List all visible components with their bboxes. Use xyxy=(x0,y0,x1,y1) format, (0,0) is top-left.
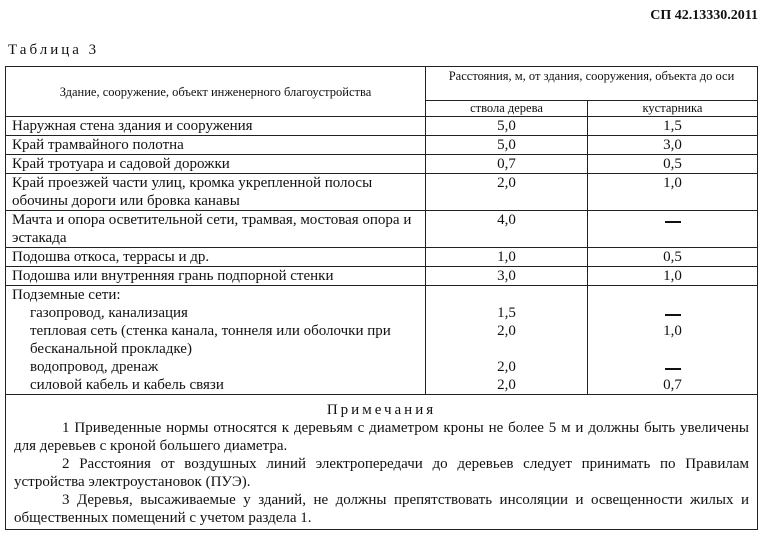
row-shrub-value: 1,0 xyxy=(588,267,758,286)
document-code: СП 42.13330.2011 xyxy=(650,8,758,23)
underground-item-name: тепловая сеть (стенка канала, тоннеля или оболочки при бесканальной прокладке) xyxy=(30,323,391,357)
table-row xyxy=(6,117,758,136)
underground-shrub-value xyxy=(594,358,751,376)
underground-shrub-cell xyxy=(588,286,758,395)
note-item: 2 Расстояния от воздушных линий электропередачи до деревьев следует принимать по Правилам устройства электроустановок (ПУЭ). xyxy=(14,456,749,490)
underground-tree-cell xyxy=(426,286,588,395)
row-name: Край проезжей части улиц, кромка укрепленной полосы обочины дороги или бровка канавы xyxy=(6,174,426,211)
header-distance: Расстояния, м, от здания, сооружения, объекта до оси xyxy=(426,67,758,101)
underground-tree-value: 2,0 xyxy=(497,323,516,339)
underground-shrub-value: 0,7 xyxy=(663,377,682,393)
underground-item-name: силовой кабель и кабель связи xyxy=(30,377,224,393)
row-shrub-value: 3,0 xyxy=(588,136,758,155)
underground-shrub-value xyxy=(594,304,751,322)
table-row xyxy=(6,155,758,174)
note-item: 3 Деревья, высаживаемые у зданий, не должны препятствовать инсоляции и освещенности жилых и общественных помещений с учетом раздела 1. xyxy=(14,492,749,526)
row-tree-value: 2,0 xyxy=(426,174,588,211)
row-tree-value: 1,0 xyxy=(426,248,588,267)
row-tree-value: 0,7 xyxy=(426,155,588,174)
row-name: Мачта и опора осветительной сети, трамвая, мостовая опора и эстакада xyxy=(6,211,426,248)
row-tree-value: 3,0 xyxy=(426,267,588,286)
row-tree-value: 5,0 xyxy=(426,136,588,155)
row-name: Подошва откоса, террасы и др. xyxy=(6,248,426,267)
row-name: Наружная стена здания и сооружения xyxy=(6,117,426,136)
row-name: Край трамвайного полотна xyxy=(6,136,426,155)
table-row xyxy=(6,136,758,155)
underground-tree-value: 2,0 xyxy=(497,377,516,393)
dash-mark xyxy=(665,368,681,370)
table-row xyxy=(6,211,758,248)
row-shrub-value: 0,5 xyxy=(588,248,758,267)
underground-item-name: газопровод, канализация xyxy=(30,305,188,321)
notes-title: Примечания xyxy=(326,402,437,418)
row-shrub-value xyxy=(588,211,758,248)
row-name: Подошва или внутренняя грань подпорной стенки xyxy=(6,267,426,286)
note-item: 1 Приведенные нормы относятся к деревьям с диаметром кроны не более 5 м и должны быть увеличены для деревьев с кроной большего диаметра. xyxy=(14,420,749,454)
row-shrub-value: 0,5 xyxy=(588,155,758,174)
table-row xyxy=(6,248,758,267)
table-label: Таблица 3 xyxy=(8,42,100,58)
notes-cell xyxy=(6,395,758,530)
underground-title: Подземные сети: xyxy=(12,287,121,303)
dash-mark xyxy=(665,314,681,316)
row-tree-value: 4,0 xyxy=(426,211,588,248)
underground-tree-value: 1,5 xyxy=(497,305,516,321)
table-row xyxy=(6,267,758,286)
distance-table xyxy=(5,66,758,530)
notes-row xyxy=(6,395,758,530)
row-shrub-value: 1,5 xyxy=(588,117,758,136)
header-object: Здание, сооружение, объект инженерного благоустройства xyxy=(6,67,426,117)
underground-item-name: водопровод, дренаж xyxy=(30,359,159,375)
underground-tree-value: 2,0 xyxy=(497,359,516,375)
row-tree-value: 5,0 xyxy=(426,117,588,136)
table-row xyxy=(6,174,758,211)
row-name: Край тротуара и садовой дорожки xyxy=(6,155,426,174)
header-tree: ствола дерева xyxy=(426,101,588,117)
row-shrub-value: 1,0 xyxy=(588,174,758,211)
dash-mark xyxy=(665,221,681,223)
underground-names-cell xyxy=(6,286,426,395)
header-shrub: кустарника xyxy=(588,101,758,117)
underground-networks-row xyxy=(6,286,758,395)
underground-shrub-value: 1,0 xyxy=(663,323,682,339)
